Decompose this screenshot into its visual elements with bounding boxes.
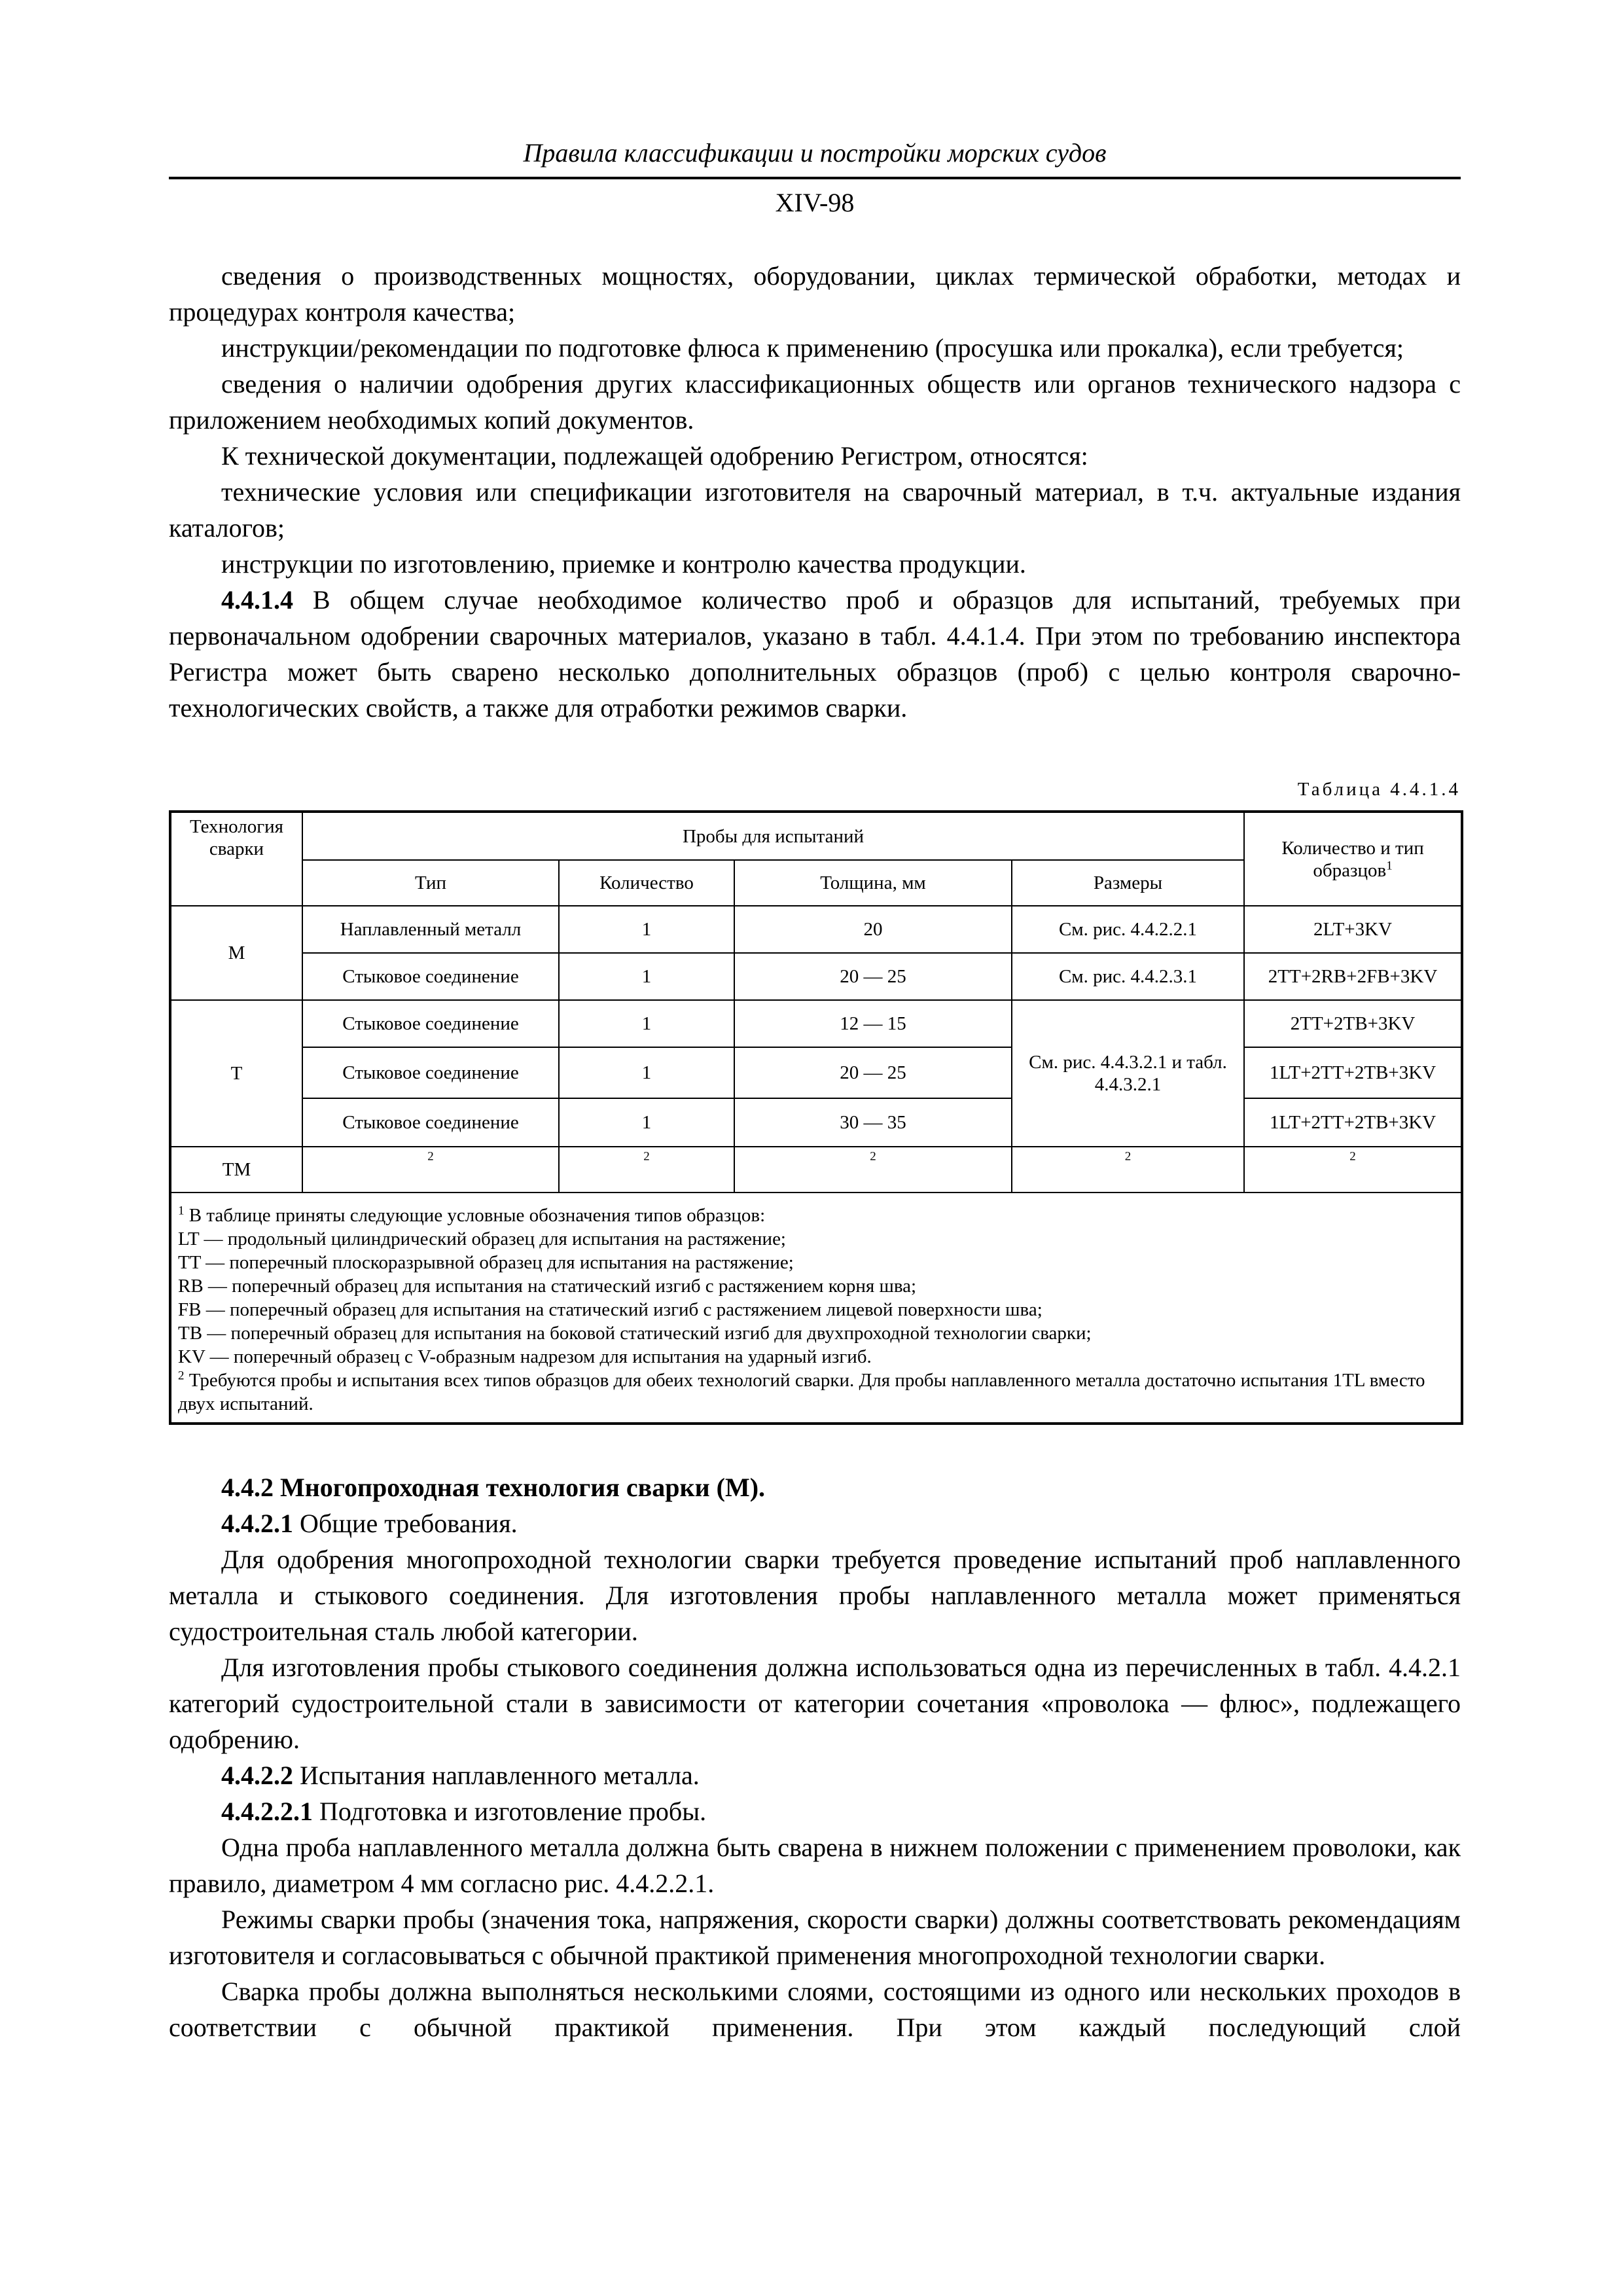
note-line: TB — поперечный образец для испытания на боковой статический изгиб для двухпроходной технологии сварки; (178, 1323, 1092, 1344)
cell-thickness: 12 — 15 (734, 1000, 1012, 1047)
clause-number: 4.4.1.4 (221, 585, 293, 615)
cell-specimens: 2TT+2TB+3KV (1244, 1000, 1462, 1047)
cell-quantity: 1 (559, 953, 734, 1000)
paragraph: сведения о наличии одобрения других классификационных обществ или органов технического надзора с приложением необходимых копий документов. (169, 369, 1461, 435)
running-header-title: Правила классификации и постройки морских судов (523, 138, 1107, 168)
footnote-ref: 1 (1386, 858, 1393, 872)
header-dimensions: Размеры (1012, 860, 1244, 906)
cell-quantity: 1 (559, 1047, 734, 1098)
note-line: TT — поперечный плоскоразрывной образец для испытания на растяжение; (178, 1252, 794, 1273)
cell-note-ref: 2 (1012, 1147, 1244, 1193)
cell-dimensions-t: См. рис. 4.4.3.2.1 и табл. 4.4.3.2.1 (1012, 1000, 1244, 1147)
paragraph: К технической документации, подлежащей одобрению Регистром, относятся: (221, 441, 1088, 471)
table-row (170, 1000, 1462, 1047)
paragraph: Для одобрения многопроходной технологии сварки требуется проведение испытаний проб наплавленного металла и стыкового соединения. Для изготовления пробы наплавленного металла может применяться судостроительная сталь любой категории. (169, 1545, 1461, 1646)
cell-note-ref: 2 (302, 1147, 559, 1193)
cell-quantity: 1 (559, 1098, 734, 1147)
table-row (170, 1098, 1462, 1147)
cell-specimens: 2LT+3KV (1244, 906, 1462, 953)
cell-type: Стыковое соединение (302, 1098, 559, 1147)
note-line: FB — поперечный образец для испытания на статический изгиб с растяжением лицевой поверхности шва; (178, 1299, 1043, 1320)
cell-thickness: 30 — 35 (734, 1098, 1012, 1147)
paragraph: Для изготовления пробы стыкового соединения должна использоваться одна из перечисленных в табл. 4.4.2.1 категорий судостроительной стали в зависимости от категории сочетания «проволока — флюс», подлежащего одобрению. (169, 1653, 1461, 1754)
table-row (170, 1147, 1462, 1193)
clause-4-4-2-2: 4.4.2.2 Испытания наплавленного металла. (221, 1761, 700, 1790)
cell-type: Наплавленный металл (302, 906, 559, 953)
paragraph: технические условия или спецификации изготовителя на сварочный материал, в т.ч. актуальные издания каталогов; (169, 477, 1461, 543)
cell-specimens: 1LT+2TT+2TB+3KV (1244, 1047, 1462, 1098)
note-line: KV — поперечный образец с V-образным надрезом для испытания на ударный изгиб. (178, 1346, 872, 1367)
cell-quantity: 1 (559, 1000, 734, 1047)
cell-type: Стыковое соединение (302, 953, 559, 1000)
page-number: XIV-98 (775, 188, 855, 217)
paragraph: Одна проба наплавленного металла должна быть сварена в нижнем положении с применением проволоки, как правило, диаметром 4 мм согласно рис. 4.4.2.2.1. (169, 1833, 1461, 1898)
technology-t: T (170, 1000, 302, 1147)
paragraph: Сварка пробы должна выполняться несколькими слоями, состоящими из одного или нескольких проходов в соответствии с обычной практикой применения. При этом каждый последующий слой (169, 1977, 1461, 2042)
technology-tm: TM (170, 1147, 302, 1193)
cell-quantity: 1 (559, 906, 734, 953)
cell-dimensions: См. рис. 4.4.2.3.1 (1012, 953, 1244, 1000)
note-line: LT — продольный цилиндрический образец для испытания на растяжение; (178, 1229, 786, 1249)
cell-type: Стыковое соединение (302, 1000, 559, 1047)
paragraph: Режимы сварки пробы (значения тока, напряжения, скорости сварки) должны соответствовать рекомендациям изготовителя и согласовываться с обычной практикой применения многопроходной технологии сварки. (169, 1905, 1461, 1970)
note-1: $^1$ В таблице приняты следующие условные обозначения типов образцов: (178, 1204, 766, 1226)
cell-specimens: 1LT+2TT+2TB+3KV (1244, 1098, 1462, 1147)
header-probes: Пробы для испытаний (302, 812, 1244, 860)
header-thickness: Толщина, мм (734, 860, 1012, 906)
note-2: $^2$ Требуются пробы и испытания всех типов образцов для обеих технологий сварки. Для пробы наплавленного металла достаточно испытания 1TL вместо двух испытаний. (178, 1369, 1425, 1414)
technology-m: M (170, 906, 302, 1000)
cell-note-ref: 2 (559, 1147, 734, 1193)
cell-thickness: 20 — 25 (734, 953, 1012, 1000)
clause-text: В общем случае необходимое количество проб и образцов для испытаний, требуемых при первоначальном одобрении сварочных материалов, указано в табл. 4.4.1.4. При этом по требованию инспектора Регистра может быть сварено несколько дополнительных образцов (проб) с целью контроля сварочно-технологических свойств, а также для отработки режимов сварки. (169, 585, 1461, 723)
table-row (170, 906, 1462, 953)
clause-4-4-2-2-1: 4.4.2.2.1 Подготовка и изготовление пробы. (221, 1797, 707, 1826)
header-type: Тип (302, 860, 559, 906)
header-rule (169, 177, 1461, 179)
cell-note-ref: 2 (734, 1147, 1012, 1193)
cell-dimensions: См. рис. 4.4.2.2.1 (1012, 906, 1244, 953)
table-row (170, 1047, 1462, 1098)
probes-table (169, 810, 1463, 1425)
cell-thickness: 20 — 25 (734, 1047, 1012, 1098)
paragraph: сведения о производственных мощностях, оборудовании, циклах термической обработки, методах и процедурах контроля качества; (169, 261, 1461, 327)
table-caption: Таблица 4.4.1.4 (1297, 779, 1461, 800)
paragraph-4-4-1-4 (169, 582, 1461, 726)
cell-type: Стыковое соединение (302, 1047, 559, 1098)
header-quantity: Количество (559, 860, 734, 906)
section-heading: 4.4.2 Многопроходная технология сварки (M). (221, 1473, 766, 1502)
header-count-type: Количество и тип образцов$^1$ (1244, 812, 1462, 906)
paragraph: инструкции/рекомендации по подготовке флюса к применению (просушка или прокалка), если требуется; (221, 333, 1404, 363)
cell-specimens: 2TT+2RB+2FB+3KV (1244, 953, 1462, 1000)
cell-note-ref: 2 (1244, 1147, 1462, 1193)
note-line: RB — поперечный образец для испытания на статический изгиб с растяжением корня шва; (178, 1276, 917, 1297)
table-row (170, 953, 1462, 1000)
header-technology: Технология сварки (170, 812, 302, 906)
table-notes (170, 1193, 1462, 1424)
section-4-4-2 (169, 1469, 1461, 2045)
cell-thickness: 20 (734, 906, 1012, 953)
clause-4-4-2-1: 4.4.2.1 Общие требования. (221, 1509, 518, 1538)
paragraph: инструкции по изготовлению, приемке и контролю качества продукции. (221, 549, 1026, 579)
top-text-block (169, 258, 1461, 726)
